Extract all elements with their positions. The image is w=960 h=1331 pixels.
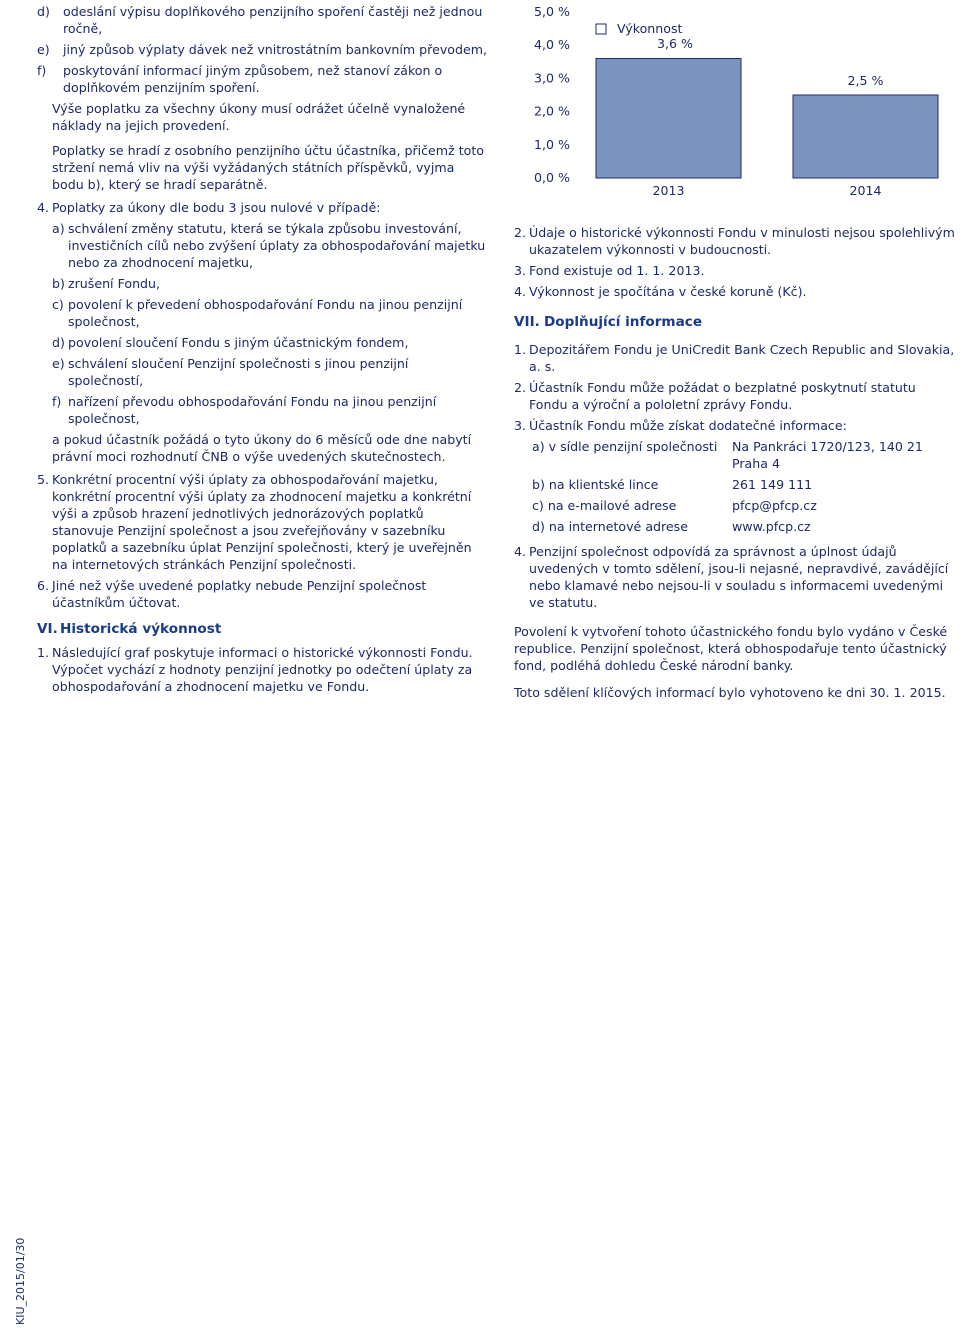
y-tick-label: 4,0 %: [534, 37, 570, 53]
sublist-item: b) zrušení Fondu,: [52, 276, 161, 291]
sublist-item: a) schválení změny statutu, která se týkala způsobu investování, investičních cílů nebo zvýšení úplaty za obhospodařování majetku nebo za zhodnocení majetku,: [52, 221, 486, 270]
paragraph-date: Toto sdělení klíčových informací bylo vyhotoveno ke dni 30. 1. 2015.: [514, 685, 946, 700]
list-item: d) odeslání výpisu doplňkového penzijního spoření častěji než jednou ročně,: [37, 4, 483, 36]
bar: [596, 58, 741, 178]
section-heading-vi: VI. Historická výkonnost: [37, 621, 222, 637]
paragraph-permit: Povolení k vytvoření tohoto účastnického fondu bylo vydáno v České republice. Penzijní společnost, která obhospodařuje tento účastnický fond, podléhá dohledu České národní banky.: [514, 624, 948, 673]
y-tick-label: 2,0 %: [534, 103, 570, 119]
list-item: e) jiný způsob výplaty dávek než vnitrostátním bankovním převodem,: [37, 42, 487, 57]
list-item: 2. Účastník Fondu může požádat o bezplatné poskytnutí statutu Fondu a výroční a pololetní zprávy Fondu.: [514, 380, 916, 412]
document-code: KIU_2015/01/30: [14, 1237, 27, 1325]
y-tick-label: 3,0 %: [534, 70, 570, 86]
y-tick-label: 1,0 %: [534, 136, 570, 152]
list-item-1: 1. Následující graf poskytuje informaci o historické výkonnosti Fondu. Výpočet vychází z hodnoty penzijní jednotky po odečtení úplaty za obhospodařování a zhodnocení majetku ve Fondu.: [37, 645, 473, 694]
list-item: 1. Depozitářem Fondu je UniCredit Bank Czech Republic and Slovakia, a. s.: [514, 342, 955, 374]
contact-table: [532, 438, 958, 535]
list-item: f) poskytování informací jiným způsobem, než stanoví zákon o doplňkovém penzijním spoření.: [37, 63, 443, 95]
contact-label: c) na e-mailové adrese: [532, 498, 677, 513]
contact-address: Na Pankráci 1720/123, 140 21 Praha 4: [732, 439, 923, 471]
sublist: [52, 220, 487, 465]
legend-label: Výkonnost: [617, 21, 683, 36]
data-label: 2,5 %: [847, 73, 884, 88]
y-tick-label: 5,0 %: [534, 4, 570, 19]
sublist-item: d) povolení sloučení Fondu s jiným účastnickým fondem,: [52, 335, 409, 350]
list-item: 4. Penzijní společnost odpovídá za správnost a úplnost údajů uvedených v tomto sdělení, jsou-li nejasné, nepravdivé, zavádějící nebo klamavé nebo nejsou-li v souladu s informacemi uvedenými ve statutu.: [514, 544, 949, 610]
section-heading-vii: VII. Doplňující informace: [514, 314, 703, 330]
x-tick-label: 2014: [849, 183, 882, 198]
list-item: 2. Údaje o historické výkonnosti Fondu v minulosti nejsou spolehlivým ukazatelem výkonnosti v budoucnosti.: [514, 225, 955, 257]
list-item-5: 5. Konkrétní procentní výši úplaty za obhospodařování majetku, konkrétní procentní výši úplaty za zhodnocení majetku a konkrétní výši a způsob hrazení jednotlivých jednorázových poplatků stanovuje Penzijní společnost a jsou zveřejňovány v sazebníku poplatků a sazebníku úplat Penzijní společnosti, který je uveřejněn na internetových stránkách Penzijní společnosti.: [37, 472, 472, 572]
sublist-item: c) povolení k převedení obhospodařování Fondu na jinou penzijní společnost,: [52, 297, 463, 329]
contact-label: b) na klientské lince: [532, 477, 659, 492]
sublist-tail: a pokud účastník požádá o tyto úkony do 6 měsíců ode dne nabytí právní moci rozhodnutí ČNB o výše uvedených skutečnostech.: [52, 432, 472, 464]
list-item: 4. Výkonnost je spočítána v české koruně (Kč).: [514, 284, 807, 299]
contact-email: pfcp@pfcp.cz: [732, 498, 817, 513]
x-tick-label: 2013: [652, 183, 685, 198]
list-item-4: 4. Poplatky za úkony dle bodu 3 jsou nulové v případě:: [37, 200, 381, 215]
y-tick-label: 0,0 %: [534, 170, 570, 185]
bar: [793, 95, 938, 178]
left-column: [37, 3, 487, 699]
contact-label: d) na internetové adrese: [532, 519, 688, 534]
legend-swatch: [596, 24, 606, 34]
sublist-item: f) nařízení převodu obhospodařování Fondu na jinou penzijní společnost,: [52, 394, 437, 426]
data-label: 3,6 %: [657, 36, 693, 51]
right-column: [514, 224, 958, 701]
performance-bar-chart: [514, 0, 960, 205]
contact-website: www.pfcp.cz: [732, 519, 811, 534]
list-item-6: 6. Jiné než výše uvedené poplatky nebude Penzijní společnost účastníkům účtovat.: [37, 578, 427, 610]
contact-phone: 261 149 111: [732, 477, 813, 492]
list-item: 3. Účastník Fondu může získat dodatečné informace:: [514, 418, 847, 433]
paragraph-fee-level: Výše poplatku za všechny úkony musí odrážet účelně vynaložené náklady na jejich provedení.: [52, 101, 466, 133]
list-item: 3. Fond existuje od 1. 1. 2013.: [514, 263, 705, 278]
contact-label: a) v sídle penzijní společnosti: [532, 439, 718, 454]
paragraph-fee-deduction: Poplatky se hradí z osobního penzijního účtu účastníka, přičemž toto stržení nemá vliv na výši vyžádaných státních příspěvků, vyjma bodu b), který se hradí separátně.: [52, 143, 484, 192]
sublist-item: e) schválení sloučení Penzijní společnosti s jinou penzijní společností,: [52, 356, 409, 388]
